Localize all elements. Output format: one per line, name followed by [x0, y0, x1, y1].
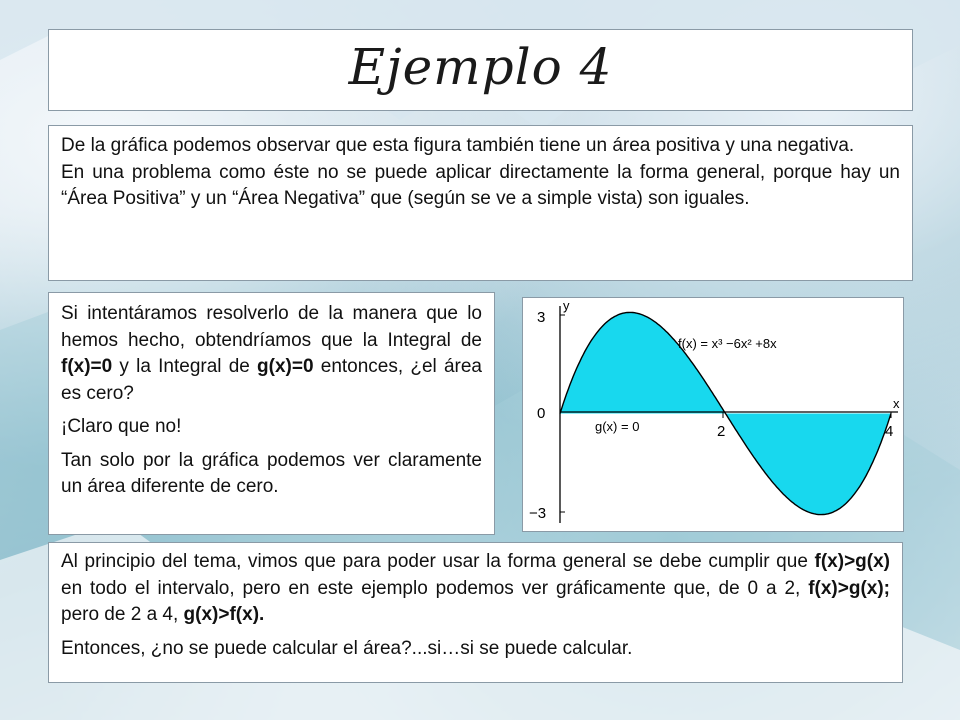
bold-run: f(x)>g(x) [814, 551, 890, 572]
text-run: en todo el intervalo, pero en este ejemplo podemos ver gráficamente que, de 0 a 2, [61, 577, 809, 599]
y-tick-label-minus3: −3 [529, 505, 547, 522]
conclusion-paragraph-2: Entonces, ¿no se puede calcular el área?...si…si se puede calcular. [61, 637, 633, 659]
f-label: f(x) = x³ −6x² +8x [678, 336, 777, 351]
slide-title: Ejemplo 4 [348, 38, 613, 96]
conclusion-textbox [48, 542, 903, 683]
x-tick-label-2: 2 [717, 423, 726, 440]
text-run: pero de 2 a 4, [61, 604, 184, 625]
text-run: y la Integral de [112, 356, 258, 377]
positive-area-fill [560, 312, 726, 413]
g-label: g(x) = 0 [595, 419, 640, 434]
graph-canvas [523, 298, 903, 531]
intro-paragraph-1: De la gráfica podemos observar que esta figura también tiene un área positiva y una negativa. [61, 135, 855, 156]
bold-run: g(x)>f(x). [183, 604, 265, 625]
y-axis-label: y [563, 298, 570, 313]
x-axis-label: x [893, 396, 900, 411]
text-run: Al principio del tema, vimos que para poder usar la forma general se debe cumplir que [61, 551, 815, 572]
explanation-textbox [48, 292, 495, 535]
explanation-paragraph-1 [61, 301, 482, 407]
y-tick-label-3: 3 [537, 309, 546, 326]
conclusion-paragraph-1 [61, 549, 890, 629]
function-graph [522, 297, 904, 532]
explanation-paragraph-2: ¡Claro que no! [61, 416, 182, 437]
bold-run: f(x)>g(x); [808, 577, 890, 599]
intro-textbox [48, 125, 913, 281]
text-run: entonces, ¿el área es cero? [61, 356, 482, 404]
negative-area-fill [726, 414, 892, 515]
intro-paragraph-2: En una problema como éste no se puede aplicar directamente la forma general, porque hay un “Área Positiva” y un “Área Negativa” que (según se ve a simple vista) son iguales. [61, 161, 900, 209]
title-box [48, 29, 913, 111]
bold-run: f(x)=0 [61, 356, 113, 377]
explanation-paragraph-3: Tan solo por la gráfica podemos ver claramente un área diferente de cero. [61, 449, 482, 497]
y-tick-label-0: 0 [537, 405, 546, 422]
bold-run: g(x)=0 [257, 356, 314, 377]
x-tick-label-4: 4 [885, 423, 894, 440]
text-run: Si intentáramos resolverlo de la manera que lo hemos hecho, obtendríamos que la Integral de [61, 303, 482, 351]
